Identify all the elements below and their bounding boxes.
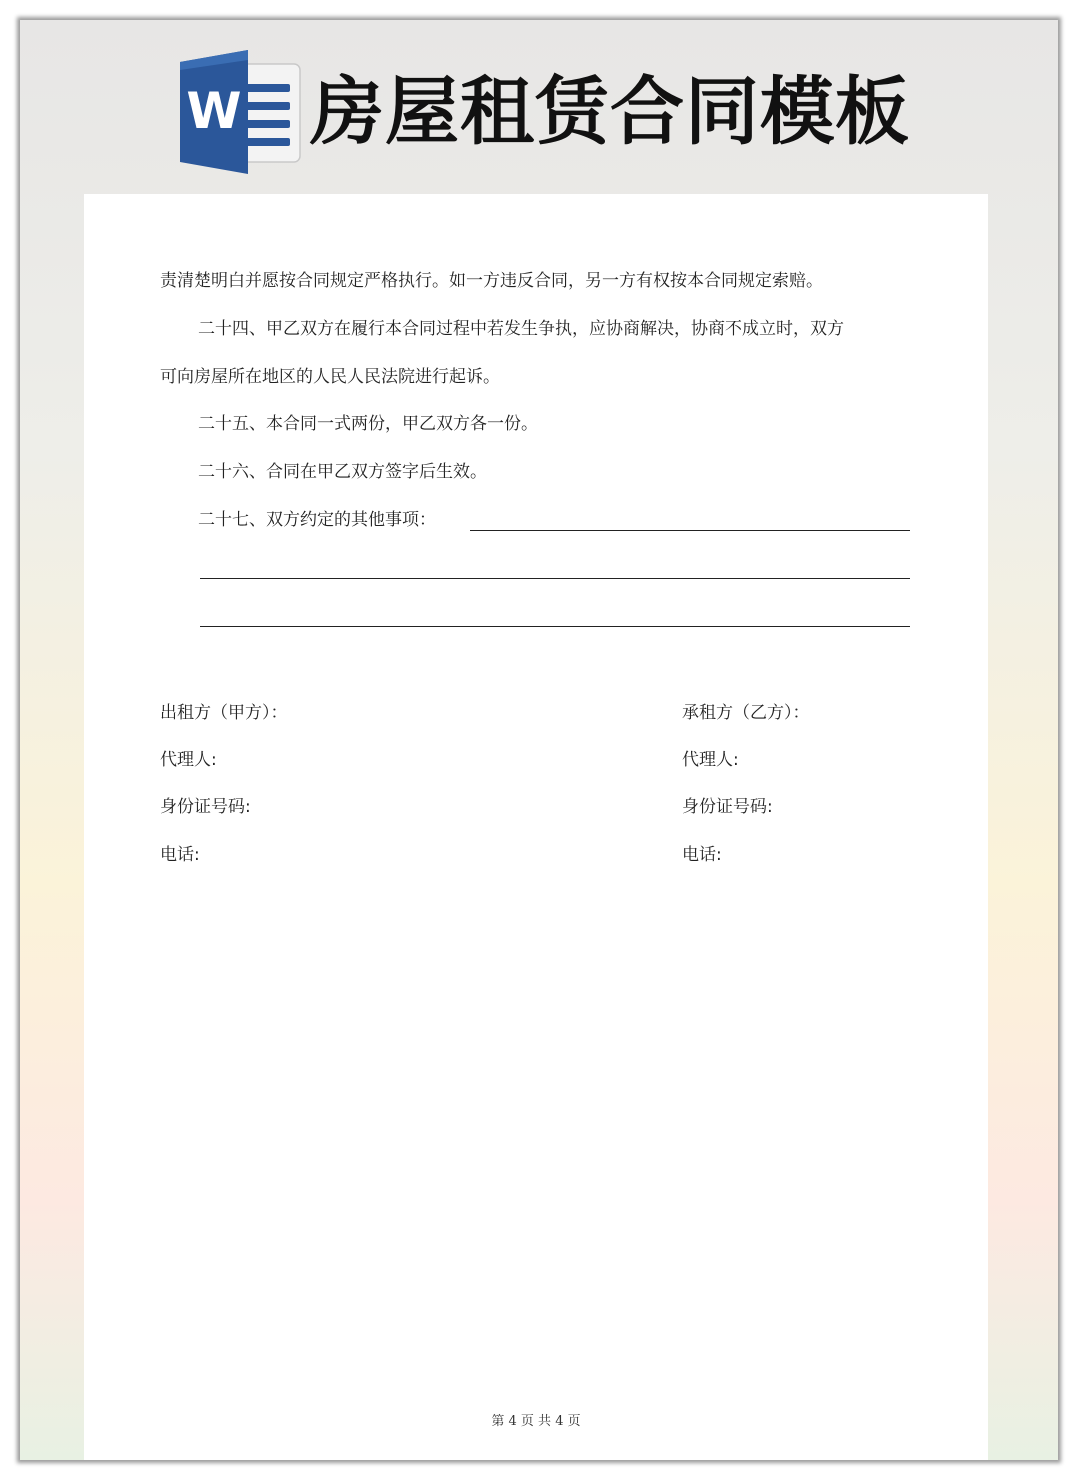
page-frame: [20, 20, 1058, 1460]
party-b-label: 承租方（乙方）：: [682, 703, 810, 723]
fill-in-line: [200, 626, 910, 627]
party-a-id-number: 身份证号码:: [160, 797, 251, 817]
paragraph-clause-25: 二十五、本合同一式两份，甲乙双方各一份。: [198, 414, 538, 434]
fill-in-line: [470, 530, 910, 531]
document-page: [84, 194, 988, 1460]
paragraph-clause-24-cont: 可向房屋所在地区的人民人民法院进行起诉。: [160, 367, 500, 387]
fill-in-line: [200, 578, 910, 579]
paragraph-clause-27: 二十七、双方约定的其他事项：: [198, 510, 436, 530]
party-b-phone: 电话:: [682, 845, 722, 865]
party-a-label: 出租方（甲方）：: [160, 703, 288, 723]
page-title: 房屋租赁合同模板: [310, 69, 910, 155]
party-a-agent: 代理人:: [160, 750, 217, 770]
svg-text:W: W: [186, 82, 242, 140]
paragraph-clause-24: 二十四、甲乙双方在履行本合同过程中若发生争执，应协商解决，协商不成立时，双方: [198, 319, 844, 339]
party-b-agent: 代理人:: [682, 750, 739, 770]
header: [20, 20, 1058, 192]
word-document-icon: [176, 50, 304, 174]
page-footer: 第 4 页 共 4 页: [491, 1414, 581, 1429]
party-a-phone: 电话:: [160, 845, 200, 865]
paragraph-clause-26: 二十六、合同在甲乙双方签字后生效。: [198, 462, 487, 482]
paragraph-continued: 责清楚明白并愿按合同规定严格执行。如一方违反合同，另一方有权按本合同规定索赔。: [160, 271, 823, 291]
party-b-id-number: 身份证号码:: [682, 797, 773, 817]
